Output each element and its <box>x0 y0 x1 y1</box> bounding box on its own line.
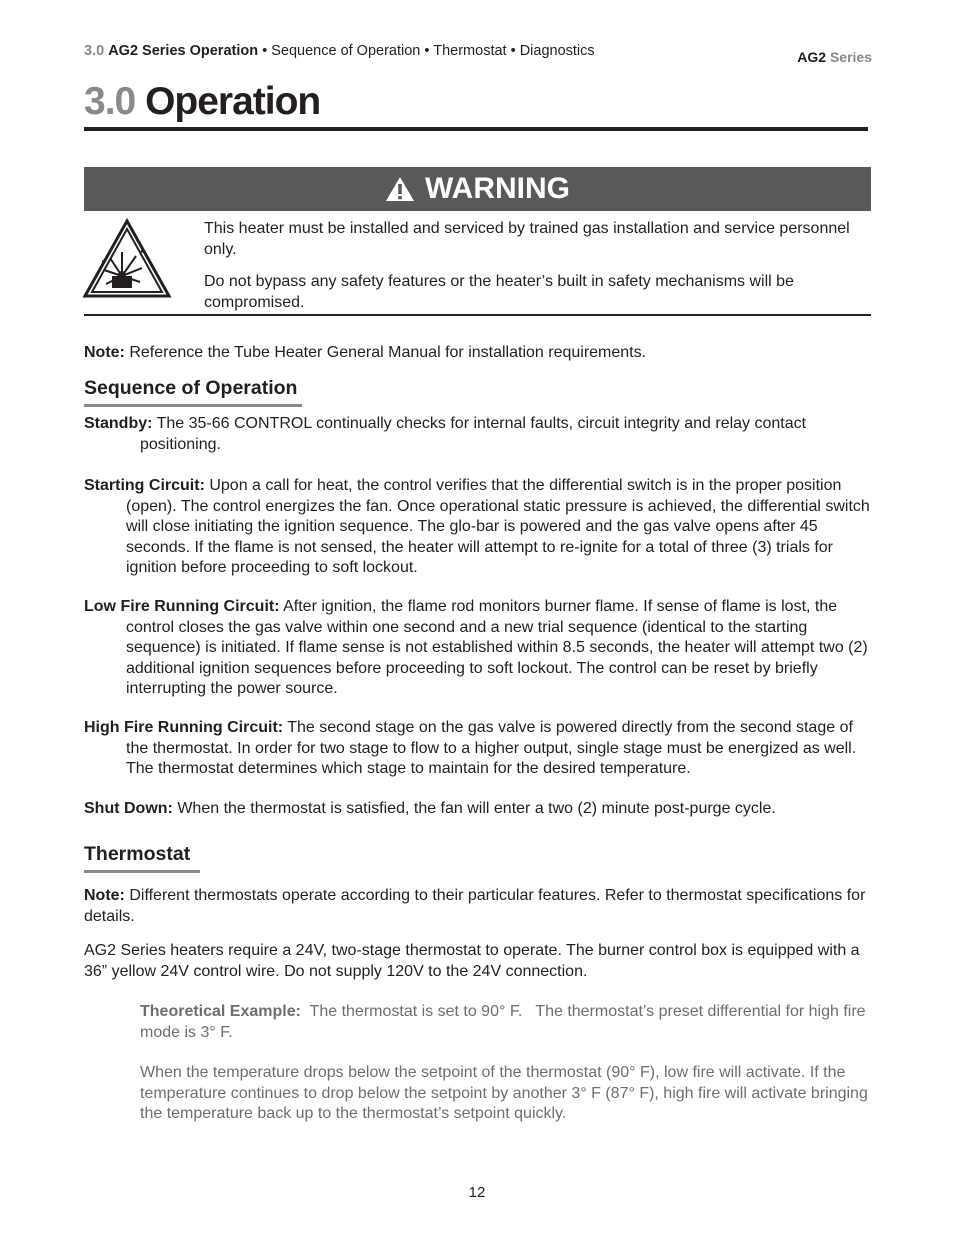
section-heading-sequence: Sequence of Operation <box>84 377 298 399</box>
warning-banner <box>84 167 871 211</box>
header-section-number: 3.0 <box>84 43 105 59</box>
header-section-title: AG2 Series Operation <box>108 43 259 59</box>
high-fire-paragraph <box>84 718 874 780</box>
thermostat-note-text: Different thermostats operate according to their particular features. Refer to thermostat specifications for details. <box>84 887 866 925</box>
header-topics: • Sequence of Operation • Thermostat • Diagnostics <box>258 43 595 59</box>
running-header <box>84 43 595 59</box>
shut-down-text: When the thermostat is satisfied, the fan will enter a two (2) minute post-purge cycle. <box>172 800 776 817</box>
standby-paragraph <box>84 414 874 455</box>
explosion-hazard-icon <box>82 218 172 300</box>
page-number: 12 <box>468 1184 486 1201</box>
warning-label: WARNING <box>425 172 570 205</box>
series-suffix: Series <box>829 49 872 65</box>
starting-circuit-paragraph <box>84 476 874 579</box>
title-rule <box>84 127 868 131</box>
high-fire-text: The second stage on the gas valve is powered directly from the second stage of the thermostat. In order for two stage to flow to a higher output, single stage must be energized as well. The thermostat determines which stage to maintain for the desired temperature. <box>126 719 857 777</box>
theoretical-example <box>140 1002 870 1043</box>
standby-text: The 35-66 CONTROL continually checks for internal faults, circuit integrity and relay contact positioning. <box>140 415 807 453</box>
low-fire-text: After ignition, the flame rod monitors burner flame. If sense of flame is lost, the control closes the gas valve within one second and a new trial sequence (identical to the starting sequence) is initiated. If flame sense is not established within 8.5 seconds, the heater will attempt two (2) additional ignition sequences before proceeding to soft lockout. The control can be reset by briefly interrupting the power source. <box>126 598 868 697</box>
shut-down-paragraph <box>84 799 874 820</box>
thermostat-note-label: Note: <box>84 887 125 904</box>
title-number: 3.0 <box>84 80 136 123</box>
low-fire-label: Low Fire Running Circuit: <box>84 598 280 615</box>
high-fire-label: High Fire Running Circuit: <box>84 719 284 736</box>
standby-label: Standby: <box>84 415 153 432</box>
example-label: Theoretical Example: <box>140 1003 301 1020</box>
example-explanation: When the temperature drops below the setpoint of the thermostat (90° F), low fire will activate. If the temperature continues to drop below the setpoint by another 3° F (87° F), high fire will activate bringing the temperature back up to the thermostat’s setpoint quickly. <box>140 1064 868 1122</box>
installation-note <box>84 343 874 364</box>
warning-text-2: Do not bypass any safety features or the heater’s built in safety mechanisms will be compromised. <box>204 273 794 311</box>
section-heading-thermostat: Thermostat <box>84 843 191 865</box>
section-rule-thermostat <box>84 870 200 873</box>
section-rule-sequence <box>84 404 302 407</box>
starting-circuit-label: Starting Circuit: <box>84 477 205 494</box>
title-text: Operation <box>145 80 321 123</box>
shut-down-label: Shut Down: <box>84 800 173 817</box>
warning-triangle-icon <box>385 176 415 202</box>
warning-rule <box>84 314 871 316</box>
example-text: The thermostat is set to 90° F. The thermostat’s preset differential for high fire mode is 3° F. <box>140 1003 871 1041</box>
note-label: Note: <box>84 344 125 361</box>
starting-circuit-text: Upon a call for heat, the control verifies that the differential switch is in the proper position (open). The control energizes the fan. Once operational static pressure is achieved, the differential switch will close initiating the ignition sequence. The glo-bar is powered and the gas valve opens after 45 seconds. If the flame is not sensed, the heater will attempt to re-ignite for a total of three (3) trials for ignition before proceeding to soft lockout. <box>126 477 870 576</box>
series-prefix: AG2 <box>797 49 827 65</box>
page-title <box>84 80 320 124</box>
low-fire-paragraph <box>84 597 874 700</box>
thermostat-note <box>84 886 874 927</box>
thermostat-requirements: AG2 Series heaters require a 24V, two-stage thermostat to operate. The burner control box is equipped with a 36” yellow 24V control wire. Do not supply 120V to the 24V connection. <box>84 942 860 980</box>
note-text: Reference the Tube Heater General Manual for installation requirements. <box>124 344 647 361</box>
warning-text-1: This heater must be installed and serviced by trained gas installation and service personnel only. <box>204 220 850 258</box>
series-tag <box>797 49 872 65</box>
